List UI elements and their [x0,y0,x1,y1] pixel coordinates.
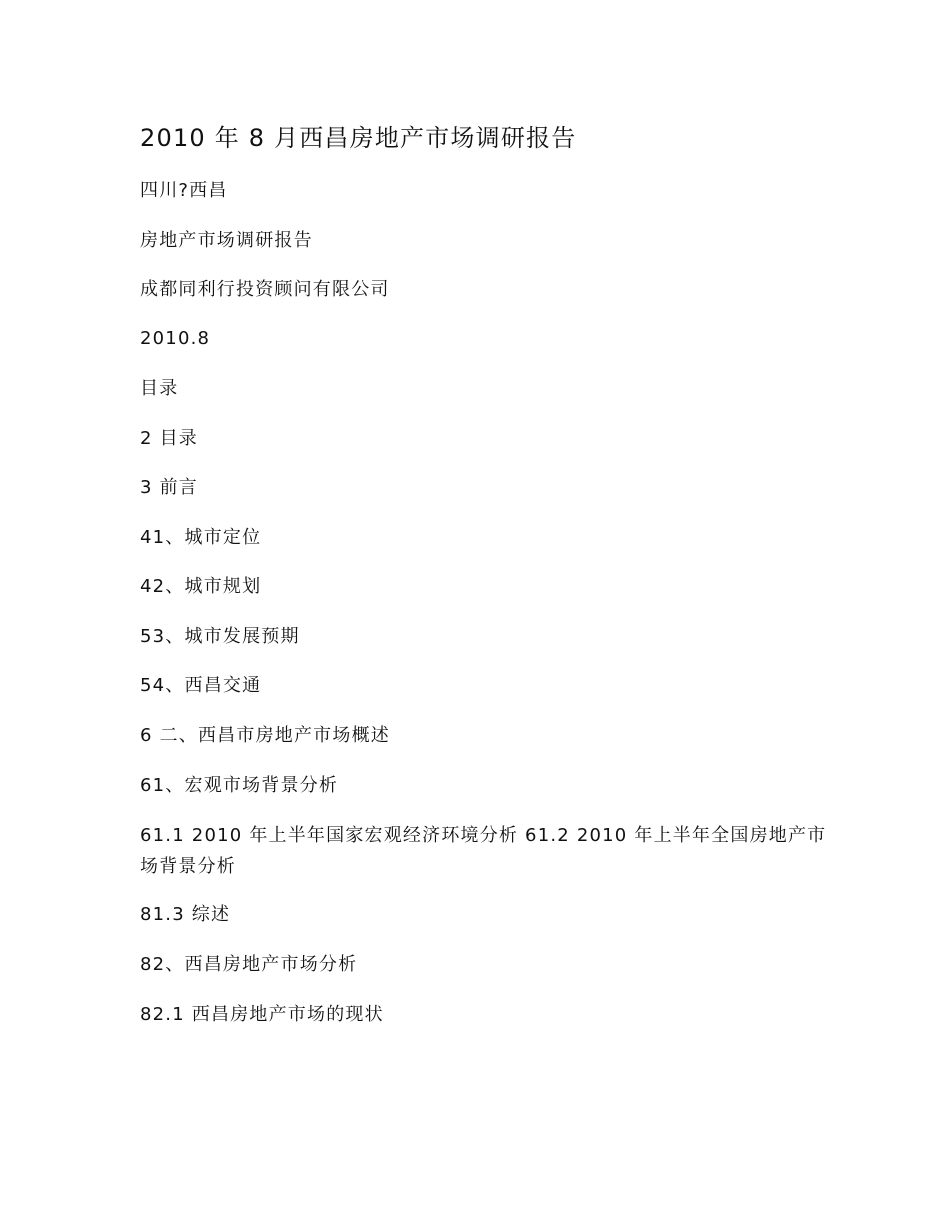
toc-entry: 42、城市规划 [140,576,262,597]
toc-entry: 61、宏观市场背景分析 [140,775,339,796]
toc-entry: 3 前言 [140,477,198,498]
location-line: 四川?西昌 [140,180,228,201]
toc-entry: 81.3 综述 [140,904,231,925]
toc-entry: 82、西昌房地产市场分析 [140,954,358,975]
toc-entry: 41、城市定位 [140,527,262,548]
toc-heading: 目录 [140,378,179,399]
toc-entry: 82.1 西昌房地产市场的现状 [140,1004,384,1025]
report-subtitle: 房地产市场调研报告 [140,230,313,251]
toc-entry: 53、城市发展预期 [140,626,300,647]
toc-entry-multiline: 61.1 2010 年上半年国家宏观经济环境分析 61.2 2010 年上半年全国房地产市场背景分析 [140,825,827,877]
report-date: 2010.8 [140,328,211,349]
company-name: 成都同利行投资顾问有限公司 [140,279,390,300]
toc-entry: 54、西昌交通 [140,675,262,696]
document-title: 2010 年 8 月西昌房地产市场调研报告 [140,124,577,152]
toc-entry: 6 二、西昌市房地产市场概述 [140,725,390,746]
toc-entry: 2 目录 [140,428,198,449]
